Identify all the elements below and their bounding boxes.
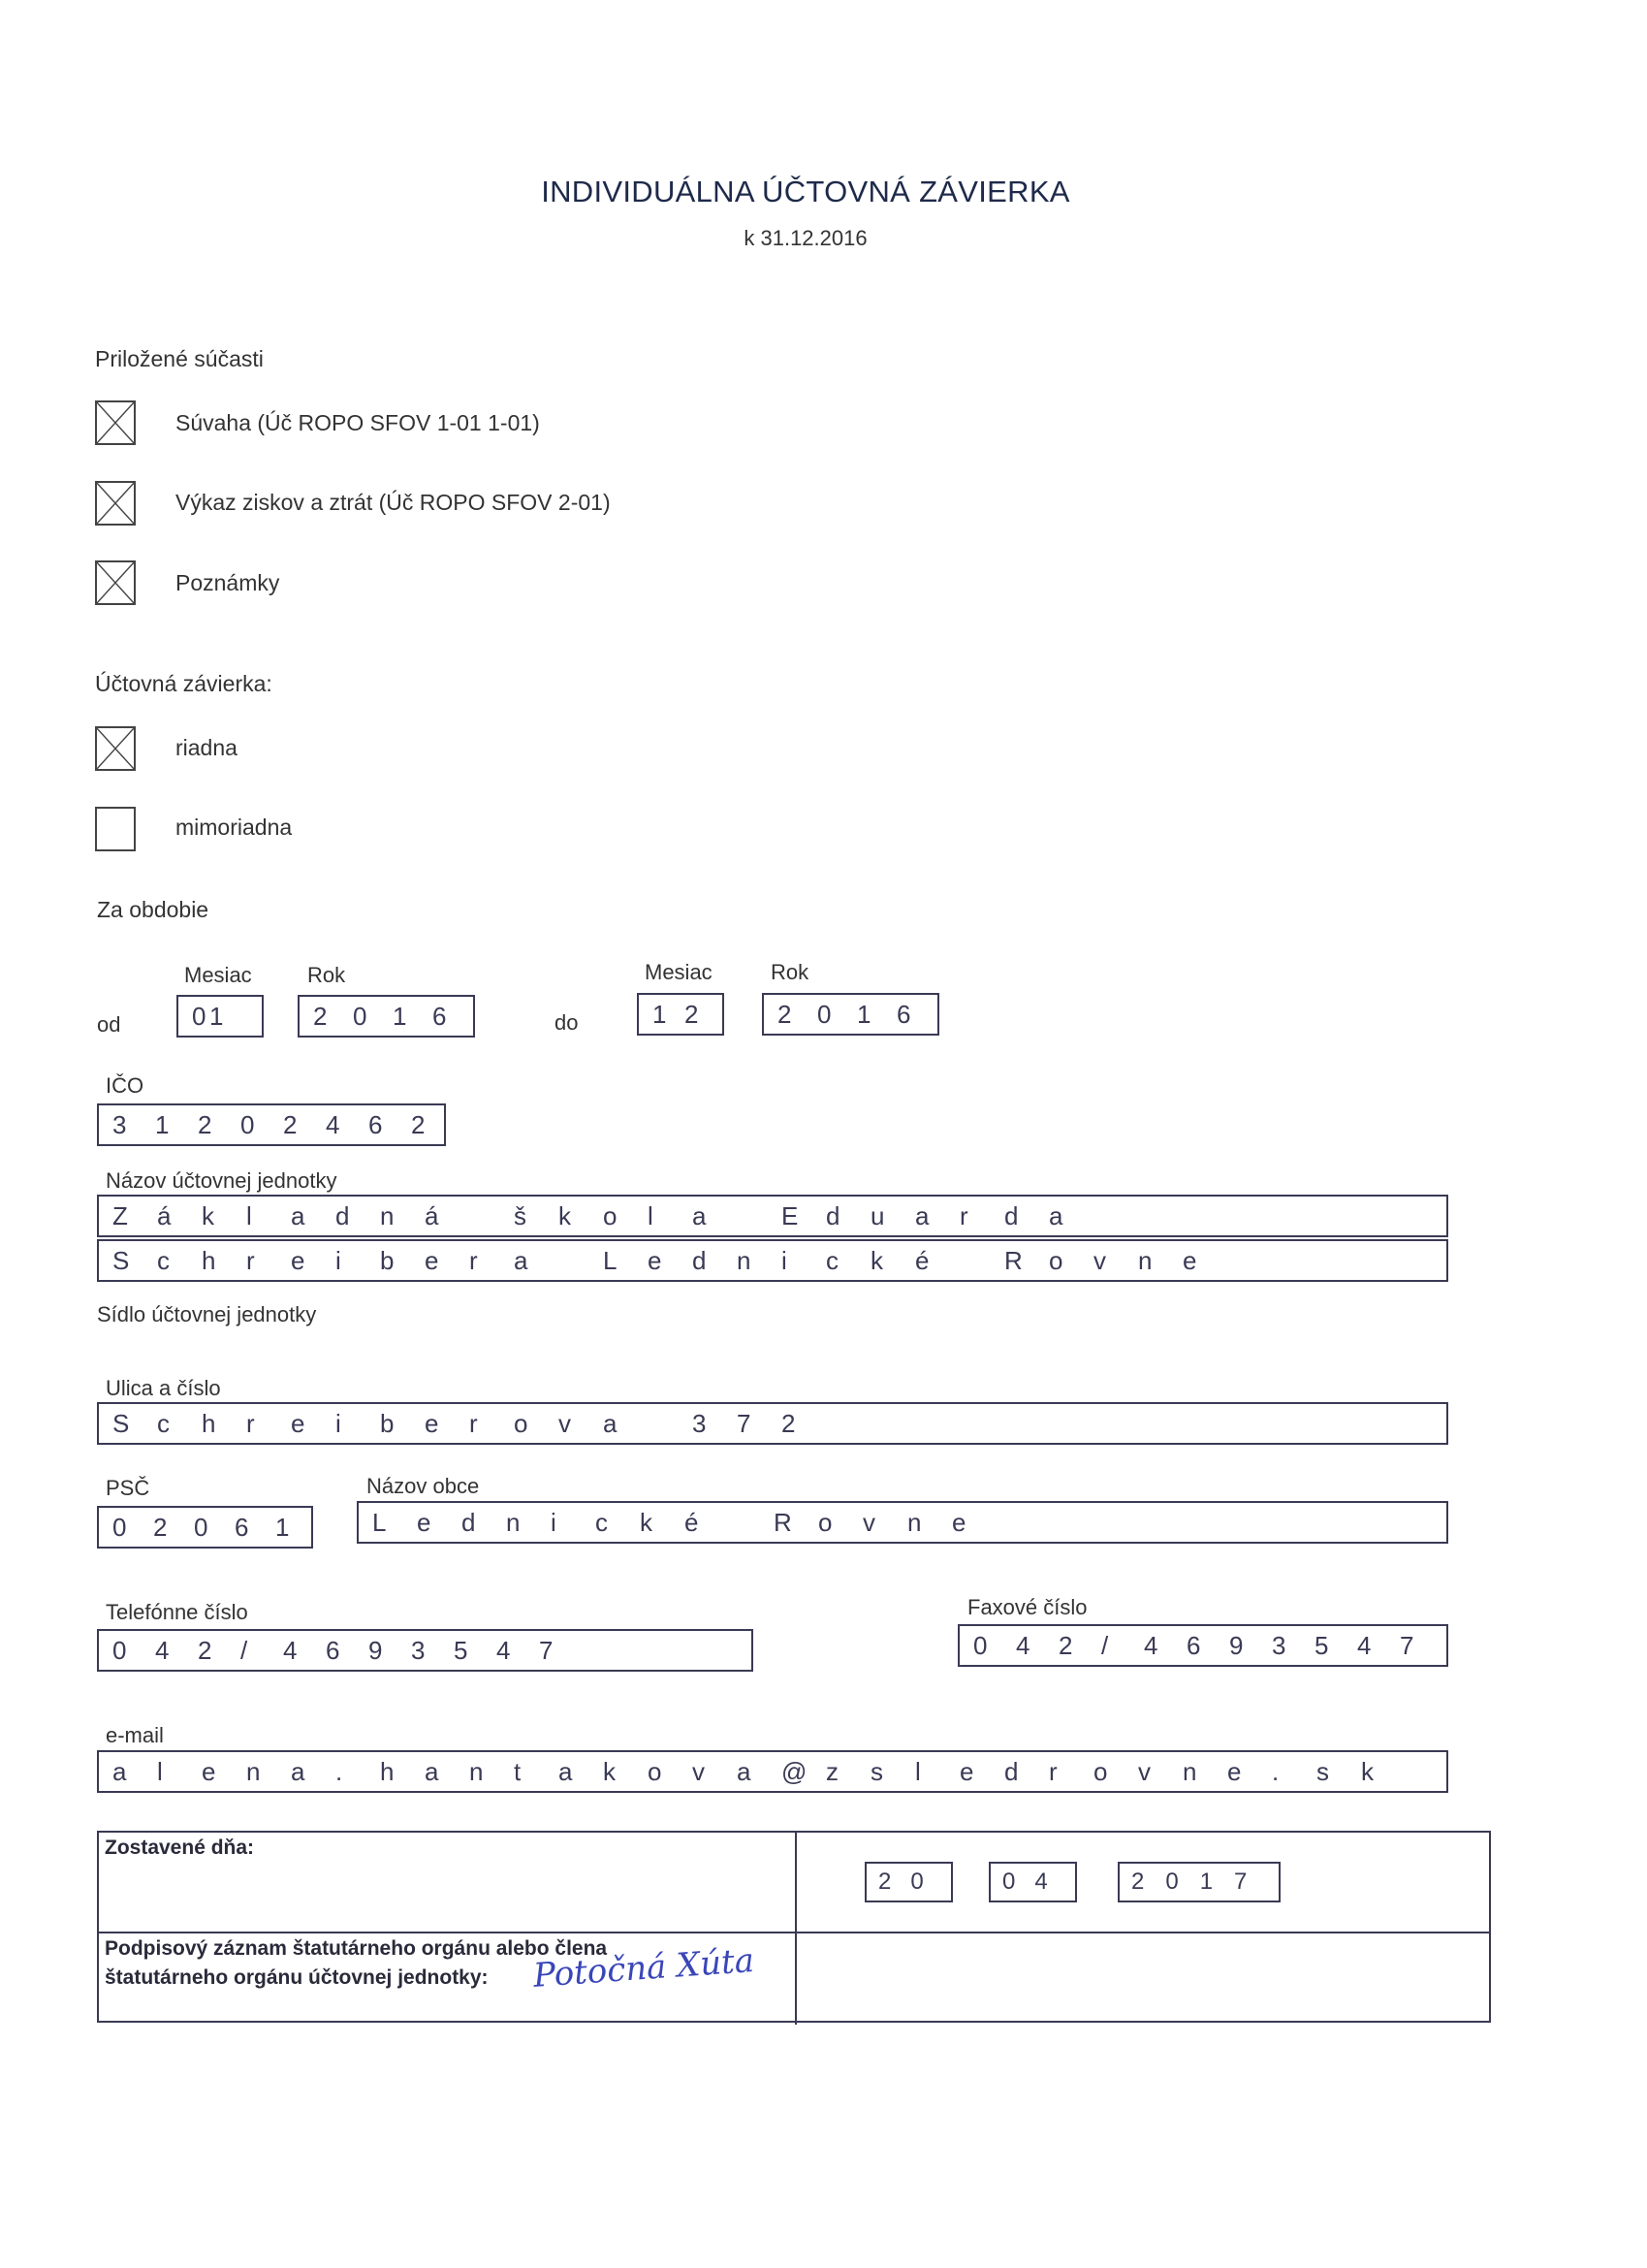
phone-label: Telefónne číslo	[106, 1600, 248, 1624]
table-divider-vertical	[795, 1833, 797, 2025]
form-cell-char: 2	[153, 1512, 168, 1542]
form-cell-char: r	[246, 1245, 255, 1275]
form-cell-char: h	[202, 1408, 216, 1438]
form-cell-char: o	[1093, 1756, 1108, 1786]
to-year-value	[777, 1000, 936, 1030]
compiled-signature-table	[97, 1831, 1491, 2023]
form-cell-char: 1	[652, 999, 667, 1029]
form-cell-char: 6	[235, 1512, 249, 1542]
form-cell-char: r	[246, 1408, 255, 1438]
form-cell-char: b	[380, 1245, 395, 1275]
form-cell-char: n	[737, 1245, 751, 1275]
checkbox-label-suvaha: Súvaha (Úč ROPO SFOV 1-01 1-01)	[175, 410, 540, 435]
form-cell-char: R	[1004, 1245, 1023, 1275]
unit-name-label: Názov účtovnej jednotky	[106, 1168, 337, 1193]
to-year-label: Rok	[771, 960, 809, 984]
psc-field[interactable]	[97, 1506, 313, 1549]
form-cell-char: v	[863, 1507, 875, 1537]
form-cell-char: 0	[973, 1630, 988, 1660]
form-cell-char: e	[648, 1245, 662, 1275]
email-value	[112, 1757, 1406, 1787]
checkbox-riadna[interactable]	[95, 726, 136, 771]
form-cell-char: l	[157, 1756, 163, 1786]
form-cell-char: u	[871, 1200, 885, 1230]
form-cell-char: 2	[777, 999, 792, 1029]
phone-field[interactable]	[97, 1629, 753, 1672]
unit-name-line1-field[interactable]	[97, 1195, 1448, 1237]
form-cell-char: e	[417, 1507, 431, 1537]
form-cell-char: L	[603, 1245, 618, 1275]
form-cell-char: 2	[198, 1635, 212, 1665]
form-cell-char: é	[915, 1245, 930, 1275]
form-cell-char: s	[1316, 1756, 1329, 1786]
form-cell-char: e	[1183, 1245, 1197, 1275]
form-cell-char: L	[372, 1507, 387, 1537]
form-cell-char: 9	[368, 1635, 383, 1665]
form-cell-char	[648, 1409, 692, 1439]
form-cell-char: .	[1272, 1756, 1280, 1786]
form-cell-char: v	[1138, 1756, 1151, 1786]
form-cell-char: r	[469, 1245, 478, 1275]
form-cell-char: 3	[692, 1408, 707, 1438]
form-cell-char: o	[603, 1200, 618, 1230]
street-field[interactable]	[97, 1402, 1448, 1445]
form-cell-char: 2	[198, 1109, 212, 1139]
form-cell-char: i	[551, 1507, 556, 1537]
form-cell-char: n	[506, 1507, 521, 1537]
form-cell-char: z	[826, 1756, 839, 1786]
form-cell-char: 2	[283, 1109, 298, 1139]
table-divider-horizontal	[99, 1932, 1489, 1933]
form-cell-char: e	[960, 1756, 974, 1786]
compiled-day-field[interactable]	[865, 1862, 953, 1902]
form-cell-char: h	[380, 1756, 395, 1786]
checkbox-label-riadna: riadna	[175, 735, 238, 760]
form-cell-char: 7	[737, 1408, 751, 1438]
form-cell-char: r	[960, 1200, 968, 1230]
form-cell-char: b	[380, 1408, 395, 1438]
compiled-month-field[interactable]	[989, 1862, 1077, 1902]
form-cell-char: a	[291, 1200, 305, 1230]
form-cell-char: l	[648, 1200, 653, 1230]
closing-type-heading: Účtovná závierka:	[95, 671, 272, 696]
unit-name-line2-field[interactable]	[97, 1239, 1448, 1282]
form-cell-char: 6	[1187, 1630, 1201, 1660]
form-cell-char: @	[781, 1756, 808, 1786]
checkmark-x-icon	[97, 562, 134, 603]
form-cell-char: 2	[781, 1408, 796, 1438]
form-cell-char: /	[1101, 1630, 1109, 1660]
form-cell-char: d	[692, 1245, 707, 1275]
form-cell-char: 0	[112, 1512, 127, 1542]
form-cell-char: r	[1049, 1756, 1058, 1786]
form-cell-char: i	[335, 1245, 341, 1275]
handwritten-signature: Potočná Xúta	[531, 1941, 756, 1996]
to-year-field[interactable]	[762, 993, 939, 1036]
to-month-value	[652, 1000, 716, 1030]
form-cell-char: d	[461, 1507, 476, 1537]
form-cell-char: 1	[209, 1001, 224, 1031]
form-cell-char: 6	[432, 1001, 447, 1031]
form-cell-char: a	[514, 1245, 528, 1275]
form-cell-char: a	[425, 1756, 439, 1786]
form-cell-char: 5	[454, 1635, 468, 1665]
form-cell-char: 0	[194, 1512, 208, 1542]
from-label: od	[97, 1012, 121, 1037]
form-cell-char: h	[202, 1245, 216, 1275]
form-cell-char: l	[246, 1200, 252, 1230]
form-cell-char: e	[291, 1408, 305, 1438]
form-cell-char: c	[595, 1507, 608, 1537]
form-cell-char	[737, 1201, 781, 1231]
checkmark-x-icon	[97, 728, 134, 769]
page-title: INDIVIDUÁLNA ÚČTOVNÁ ZÁVIERKA	[541, 175, 1070, 208]
town-value	[372, 1508, 997, 1538]
form-cell-char: 2	[411, 1109, 426, 1139]
form-cell-char: d	[826, 1200, 840, 1230]
checkmark-x-icon	[97, 402, 134, 443]
form-cell-char: a	[603, 1408, 618, 1438]
attachments-heading: Priložené súčasti	[95, 346, 264, 371]
form-cell-char: 3	[411, 1635, 426, 1665]
form-cell-char	[469, 1201, 514, 1231]
seat-label: Sídlo účtovnej jednotky	[97, 1302, 317, 1326]
to-month-field[interactable]	[637, 993, 724, 1036]
checkbox-mimoriadna[interactable]	[95, 807, 136, 851]
ico-field[interactable]	[97, 1103, 446, 1146]
form-cell-char: 1	[393, 1001, 407, 1031]
fax-field[interactable]	[958, 1624, 1448, 1667]
form-cell-char: k	[871, 1245, 883, 1275]
form-cell-char: i	[781, 1245, 787, 1275]
form-cell-char: /	[240, 1635, 248, 1665]
compiled-day-value: 20	[878, 1869, 943, 1895]
form-cell-char: 4	[326, 1109, 340, 1139]
form-cell-char: e	[291, 1245, 305, 1275]
form-cell-char: 2	[684, 999, 699, 1029]
from-month-label: Mesiac	[184, 963, 252, 987]
form-cell-char: c	[157, 1408, 170, 1438]
checkbox-vykaz[interactable]	[95, 481, 136, 526]
from-month-value	[192, 1002, 227, 1032]
form-cell-char: 6	[368, 1109, 383, 1139]
form-cell-char: á	[425, 1200, 439, 1230]
form-cell-char: e	[425, 1408, 439, 1438]
form-cell-char: v	[558, 1408, 571, 1438]
email-label: e-mail	[106, 1723, 164, 1747]
ico-value	[112, 1110, 454, 1140]
form-cell-char: S	[112, 1408, 130, 1438]
from-month-field[interactable]	[176, 995, 264, 1038]
form-cell-char: v	[1093, 1245, 1106, 1275]
form-cell-char: 6	[326, 1635, 340, 1665]
town-label: Názov obce	[366, 1474, 480, 1498]
phone-value	[112, 1636, 582, 1666]
form-cell-char: 7	[1400, 1630, 1414, 1660]
form-cell-char: k	[558, 1200, 571, 1230]
to-label: do	[554, 1010, 579, 1035]
form-cell-char: n	[1183, 1756, 1197, 1786]
form-cell-char: k	[640, 1507, 652, 1537]
form-cell-char: n	[1138, 1245, 1153, 1275]
form-cell-char: 0	[353, 1001, 367, 1031]
form-cell-char: s	[871, 1756, 883, 1786]
form-cell-char: n	[907, 1507, 922, 1537]
form-cell-char: o	[648, 1756, 662, 1786]
form-cell-char: k	[1361, 1756, 1374, 1786]
form-cell-char: 4	[155, 1635, 170, 1665]
checkbox-poznamky[interactable]	[95, 560, 136, 605]
from-year-field[interactable]	[298, 995, 475, 1038]
to-month-label: Mesiac	[645, 960, 713, 984]
form-cell-char: a	[1049, 1200, 1063, 1230]
form-cell-char: v	[692, 1756, 705, 1786]
form-cell-char: a	[558, 1756, 573, 1786]
form-cell-char: E	[781, 1200, 799, 1230]
form-cell-char: 4	[1016, 1630, 1030, 1660]
form-cell-char	[558, 1246, 603, 1276]
form-cell-char: d	[335, 1200, 350, 1230]
form-cell-char: a	[915, 1200, 930, 1230]
form-cell-char: 3	[112, 1109, 127, 1139]
checkbox-label-vykaz: Výkaz ziskov a ztrát (Úč ROPO SFOV 2-01)	[175, 490, 611, 515]
form-cell-char: 9	[1229, 1630, 1244, 1660]
form-cell-char: 6	[897, 999, 911, 1029]
form-cell-char: 2	[313, 1001, 328, 1031]
form-cell-char: 5	[1314, 1630, 1329, 1660]
form-cell-char: k	[202, 1200, 214, 1230]
form-cell-char: c	[826, 1245, 839, 1275]
form-cell-char: 2	[1059, 1630, 1073, 1660]
ico-label: IČO	[106, 1073, 144, 1098]
form-cell-char: d	[1004, 1756, 1019, 1786]
from-year-value	[313, 1002, 472, 1032]
form-cell-char: a	[692, 1200, 707, 1230]
form-cell-char: 4	[1357, 1630, 1372, 1660]
psc-label: PSČ	[106, 1476, 150, 1500]
form-cell-char: k	[603, 1756, 616, 1786]
checkbox-label-poznamky: Poznámky	[175, 570, 280, 595]
form-cell-char: d	[1004, 1200, 1019, 1230]
compiled-label: Zostavené dňa:	[105, 1837, 255, 1859]
form-cell-char: e	[202, 1756, 216, 1786]
form-cell-char: á	[157, 1200, 172, 1230]
form-cell-char: a	[112, 1756, 127, 1786]
email-field[interactable]	[97, 1750, 1448, 1793]
form-cell-char: n	[380, 1200, 395, 1230]
page-subtitle: k 31.12.2016	[744, 226, 868, 250]
checkbox-label-mimoriadna: mimoriadna	[175, 815, 293, 840]
form-cell-char: 4	[496, 1635, 511, 1665]
form-cell-char: o	[1049, 1245, 1063, 1275]
signature-label-line1: Podpisový záznam štatutárneho orgánu alebo člena	[105, 1937, 608, 1960]
form-cell-char: 1	[857, 999, 871, 1029]
compiled-year-field[interactable]	[1118, 1862, 1281, 1902]
street-value	[112, 1409, 826, 1439]
form-cell-char: S	[112, 1245, 130, 1275]
form-cell-char: R	[774, 1507, 792, 1537]
form-cell-char: 7	[539, 1635, 554, 1665]
form-cell-char: o	[818, 1507, 833, 1537]
form-cell-char: 0	[240, 1109, 255, 1139]
town-field[interactable]	[357, 1501, 1448, 1544]
psc-value	[112, 1513, 316, 1543]
fax-value	[973, 1631, 1442, 1661]
form-cell-char: 4	[1144, 1630, 1158, 1660]
compiled-month-value: 04	[1002, 1869, 1067, 1895]
form-cell-char: 0	[112, 1635, 127, 1665]
checkbox-suvaha[interactable]	[95, 400, 136, 445]
form-cell-char: e	[952, 1507, 966, 1537]
form-cell-char: a	[291, 1756, 305, 1786]
form-cell-char: n	[246, 1756, 261, 1786]
from-year-label: Rok	[307, 963, 346, 987]
form-cell-char: e	[425, 1245, 439, 1275]
form-cell-char: r	[469, 1408, 478, 1438]
fax-label: Faxové číslo	[967, 1595, 1088, 1619]
form-cell-char: 1	[155, 1109, 170, 1139]
signature-label-line2: štatutárneho orgánu účtovnej jednotky:	[105, 1966, 489, 1989]
form-cell-char: 0	[817, 999, 832, 1029]
form-cell-char	[960, 1246, 1004, 1276]
form-cell-char: l	[915, 1756, 921, 1786]
compiled-year-value: 2017	[1131, 1869, 1269, 1895]
form-cell-char: e	[1227, 1756, 1242, 1786]
form-cell-char: t	[514, 1756, 522, 1786]
form-cell-char: a	[737, 1756, 751, 1786]
form-cell-char: o	[514, 1408, 528, 1438]
form-cell-char: .	[335, 1756, 343, 1786]
form-cell-char: 3	[1272, 1630, 1286, 1660]
form-cell-char: é	[684, 1507, 699, 1537]
form-cell-char	[729, 1508, 774, 1538]
form-cell-char: c	[157, 1245, 170, 1275]
form-cell-char: Z	[112, 1200, 128, 1230]
unit-name-line1-value	[112, 1201, 1093, 1231]
form-cell-char: 4	[283, 1635, 298, 1665]
street-label: Ulica a číslo	[106, 1376, 221, 1400]
period-heading: Za obdobie	[97, 897, 209, 922]
form-cell-char: i	[335, 1408, 341, 1438]
form-cell-char: n	[469, 1756, 484, 1786]
checkmark-x-icon	[97, 483, 134, 524]
unit-name-line2-value	[112, 1246, 1227, 1276]
form-cell-char: š	[514, 1200, 526, 1230]
form-cell-char: 1	[275, 1512, 290, 1542]
form-cell-char: 0	[192, 1001, 206, 1031]
